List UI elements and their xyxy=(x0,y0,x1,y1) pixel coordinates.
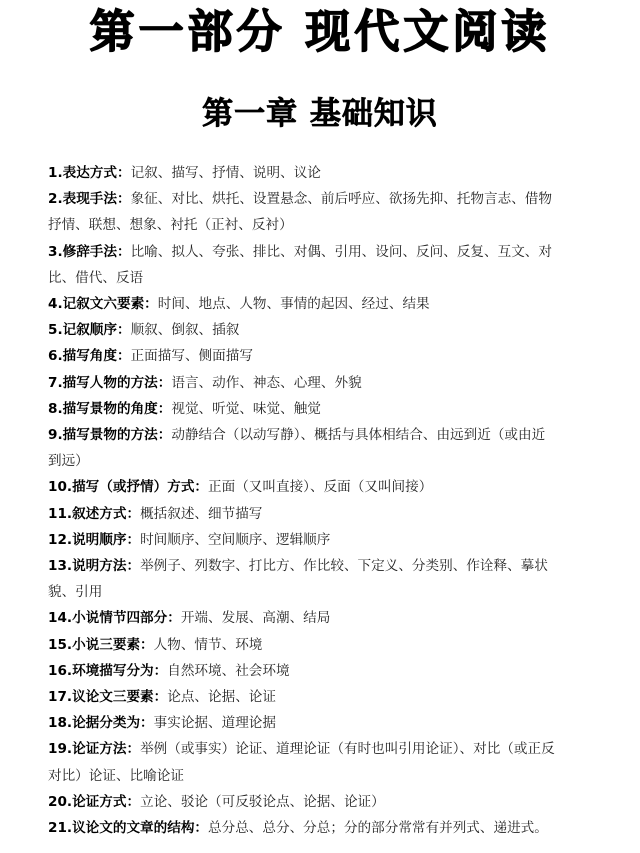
item-content: 视觉、听觉、味觉、触觉 xyxy=(171,400,321,417)
item-term: 21.议论文的文章的结构： xyxy=(48,820,209,837)
item-term: 3.修辞手法： xyxy=(48,243,131,260)
item-content: 时间顺序、空间顺序、逻辑顺序 xyxy=(140,531,331,548)
list-item xyxy=(48,291,596,317)
item-content-continued: 到远） xyxy=(48,453,89,470)
list-item xyxy=(48,527,596,553)
item-term: 8.描写景物的角度： xyxy=(48,400,172,417)
list-item xyxy=(48,343,596,369)
item-content: 立论、驳论（可反驳论点、论据、论证） xyxy=(140,793,385,810)
list-item xyxy=(48,160,596,186)
list-item xyxy=(48,186,596,238)
item-content: 论点、论据、论证 xyxy=(167,689,276,706)
list-item xyxy=(48,474,596,500)
item-term: 4.记叙文六要素： xyxy=(48,296,158,313)
item-content: 正面（又叫直接）、反面（又叫间接） xyxy=(208,479,433,496)
item-term: 6.描写角度： xyxy=(48,348,131,365)
item-term: 12.说明顺序： xyxy=(48,531,141,548)
list-item xyxy=(48,396,596,422)
item-content: 正面描写、侧面描写 xyxy=(130,348,253,365)
item-term: 16.环境描写分为： xyxy=(48,662,168,679)
list-item xyxy=(48,605,596,631)
item-term: 15.小说三要素： xyxy=(48,636,154,653)
item-content: 象征、对比、烘托、设置悬念、前后呼应、欲扬先抑、托物言志、借物 xyxy=(130,191,552,208)
item-term: 7.描写人物的方法： xyxy=(48,374,172,391)
item-term: 17.议论文三要素： xyxy=(48,689,168,706)
list-item xyxy=(48,632,596,658)
list-item xyxy=(48,736,596,788)
item-content: 时间、地点、人物、事情的起因、经过、结果 xyxy=(157,296,430,313)
item-content: 举例（或事实）论证、道理论证（有时也叫引用论证）、对比（或正反 xyxy=(140,741,555,758)
item-term: 9.描写景物的方法： xyxy=(48,427,172,444)
knowledge-list xyxy=(48,160,596,841)
item-content: 比喻、拟人、夸张、排比、对偶、引用、设问、反问、反复、互文、对 xyxy=(130,243,552,260)
item-term: 19.论证方法： xyxy=(48,741,141,758)
list-item xyxy=(48,710,596,736)
item-content: 顺叙、倒叙、插叙 xyxy=(130,322,240,339)
list-item xyxy=(48,239,596,291)
item-content: 人物、情节、环境 xyxy=(153,636,263,653)
item-content-continued: 貌、引用 xyxy=(48,584,103,601)
list-item xyxy=(48,789,596,815)
item-term: 1.表达方式： xyxy=(48,165,131,181)
list-item xyxy=(48,501,596,527)
chapter-title: 第一章 基础知识 xyxy=(202,96,438,132)
item-term: 20.论证方式： xyxy=(48,793,141,810)
item-term: 2.表现手法： xyxy=(48,191,131,208)
item-content-continued: 对比）论证、比喻论证 xyxy=(48,767,184,784)
item-term: 13.说明方法： xyxy=(48,558,141,575)
item-content-continued: 抒情、联想、想象、衬托（正衬、反衬） xyxy=(48,217,293,234)
item-content: 事实论据、道理论据 xyxy=(153,715,276,732)
item-content-continued: 比、借代、反语 xyxy=(48,269,144,286)
list-item xyxy=(48,815,596,841)
item-content: 概括叙述、细节描写 xyxy=(140,505,263,522)
item-content: 总分总、总分、分总；分的部分常常有并列式、递进式。 xyxy=(208,820,548,837)
item-content: 语言、动作、神态、心理、外貌 xyxy=(171,374,362,391)
item-term: 18.论据分类为： xyxy=(48,715,154,732)
item-content: 自然环境、社会环境 xyxy=(167,662,290,679)
page-title: 第一部分 现代文阅读 xyxy=(89,5,551,58)
item-content: 记叙、描写、抒情、说明、议论 xyxy=(130,165,321,181)
item-term: 14.小说情节四部分： xyxy=(48,610,181,627)
list-item xyxy=(48,684,596,710)
list-item xyxy=(48,317,596,343)
item-term: 10.描写（或抒情）方式： xyxy=(48,479,209,496)
item-term: 5.记叙顺序： xyxy=(48,322,131,339)
list-item xyxy=(48,370,596,396)
list-item xyxy=(48,658,596,684)
item-content: 开端、发展、高潮、结局 xyxy=(180,610,331,627)
item-content: 举例子、列数字、打比方、作比较、下定义、分类别、作诠释、摹状 xyxy=(140,558,548,575)
list-item xyxy=(48,422,596,474)
item-content: 动静结合（以动写静）、概括与具体相结合、由远到近（或由近 xyxy=(171,427,546,444)
item-term: 11.叙述方式： xyxy=(48,505,141,522)
list-item xyxy=(48,553,596,605)
